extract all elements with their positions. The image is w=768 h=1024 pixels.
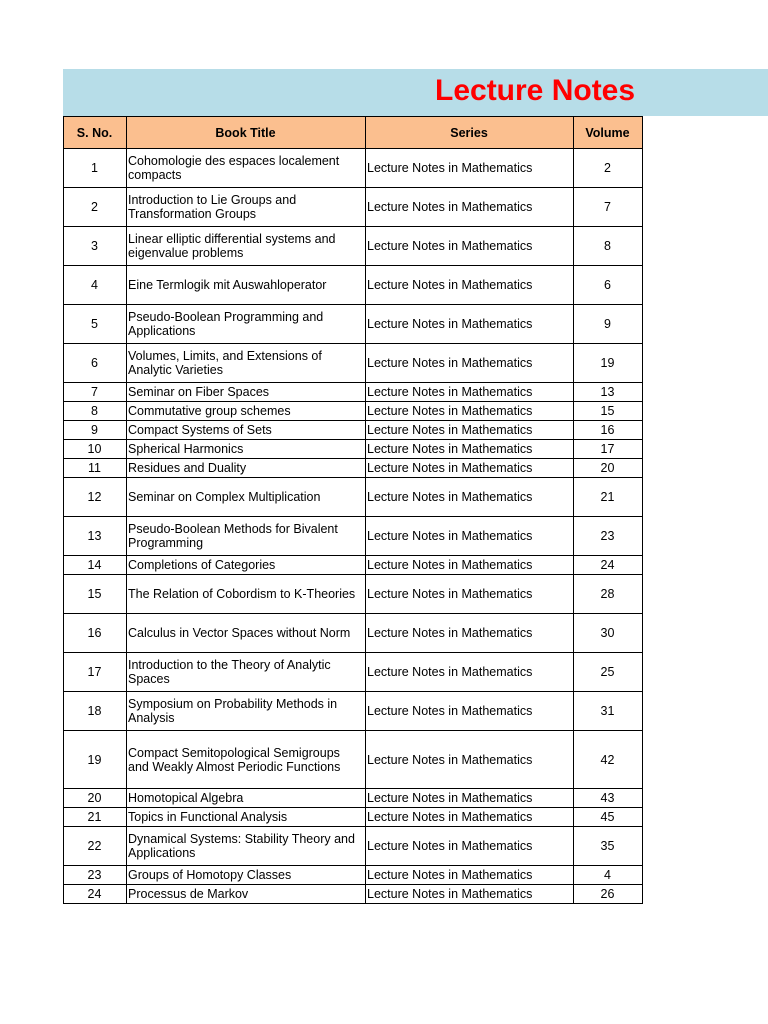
cell-sno: 4 <box>64 266 127 305</box>
cell-series: Lecture Notes in Mathematics <box>366 305 574 344</box>
cell-sno: 14 <box>64 556 127 575</box>
cell-volume: 28 <box>574 575 643 614</box>
cell-volume: 2 <box>574 149 643 188</box>
header-book-title: Book Title <box>127 117 366 149</box>
cell-series: Lecture Notes in Mathematics <box>366 885 574 904</box>
cell-volume: 23 <box>574 517 643 556</box>
table-row <box>64 421 643 440</box>
cell-volume: 24 <box>574 556 643 575</box>
table-row <box>64 885 643 904</box>
cell-sno: 10 <box>64 440 127 459</box>
table-row <box>64 459 643 478</box>
cell-sno: 7 <box>64 383 127 402</box>
cell-sno: 18 <box>64 692 127 731</box>
cell-book-title: Pseudo-Boolean Programming and Applications <box>127 305 366 344</box>
cell-book-title: Spherical Harmonics <box>127 440 366 459</box>
cell-volume: 31 <box>574 692 643 731</box>
table-row <box>64 692 643 731</box>
cell-volume: 21 <box>574 478 643 517</box>
cell-series: Lecture Notes in Mathematics <box>366 614 574 653</box>
cell-book-title: Introduction to the Theory of Analytic Spaces <box>127 653 366 692</box>
cell-volume: 19 <box>574 344 643 383</box>
cell-sno: 12 <box>64 478 127 517</box>
table-row <box>64 305 643 344</box>
cell-series: Lecture Notes in Mathematics <box>366 575 574 614</box>
cell-series: Lecture Notes in Mathematics <box>366 344 574 383</box>
cell-sno: 2 <box>64 188 127 227</box>
cell-sno: 1 <box>64 149 127 188</box>
page-title: Lecture Notes <box>435 74 636 107</box>
cell-series: Lecture Notes in Mathematics <box>366 459 574 478</box>
cell-book-title: Processus de Markov <box>127 885 366 904</box>
cell-series: Lecture Notes in Mathematics <box>366 149 574 188</box>
cell-volume: 25 <box>574 653 643 692</box>
title-banner <box>63 69 768 116</box>
cell-sno: 24 <box>64 885 127 904</box>
cell-book-title: Pseudo-Boolean Methods for Bivalent Programming <box>127 517 366 556</box>
cell-sno: 17 <box>64 653 127 692</box>
table-row <box>64 383 643 402</box>
cell-series: Lecture Notes in Mathematics <box>366 789 574 808</box>
cell-series: Lecture Notes in Mathematics <box>366 383 574 402</box>
cell-volume: 15 <box>574 402 643 421</box>
cell-volume: 8 <box>574 227 643 266</box>
table-row <box>64 575 643 614</box>
cell-book-title: Groups of Homotopy Classes <box>127 866 366 885</box>
table-row <box>64 731 643 789</box>
cell-series: Lecture Notes in Mathematics <box>366 692 574 731</box>
cell-series: Lecture Notes in Mathematics <box>366 808 574 827</box>
cell-series: Lecture Notes in Mathematics <box>366 188 574 227</box>
cell-series: Lecture Notes in Mathematics <box>366 266 574 305</box>
cell-sno: 15 <box>64 575 127 614</box>
cell-volume: 17 <box>574 440 643 459</box>
cell-sno: 6 <box>64 344 127 383</box>
table-row <box>64 149 643 188</box>
table-row <box>64 653 643 692</box>
cell-book-title: Residues and Duality <box>127 459 366 478</box>
table-row <box>64 866 643 885</box>
cell-volume: 43 <box>574 789 643 808</box>
cell-book-title: Cohomologie des espaces localement compacts <box>127 149 366 188</box>
cell-book-title: Completions of Categories <box>127 556 366 575</box>
cell-series: Lecture Notes in Mathematics <box>366 866 574 885</box>
cell-book-title: Dynamical Systems: Stability Theory and Applications <box>127 827 366 866</box>
cell-book-title: Homotopical Algebra <box>127 789 366 808</box>
cell-series: Lecture Notes in Mathematics <box>366 556 574 575</box>
cell-book-title: Compact Semitopological Semigroups and Weakly Almost Periodic Functions <box>127 731 366 789</box>
cell-series: Lecture Notes in Mathematics <box>366 827 574 866</box>
cell-sno: 3 <box>64 227 127 266</box>
table-row <box>64 344 643 383</box>
cell-volume: 20 <box>574 459 643 478</box>
table-row <box>64 517 643 556</box>
cell-volume: 45 <box>574 808 643 827</box>
cell-book-title: The Relation of Cobordism to K-Theories <box>127 575 366 614</box>
table-row <box>64 478 643 517</box>
cell-sno: 16 <box>64 614 127 653</box>
cell-book-title: Eine Termlogik mit Auswahloperator <box>127 266 366 305</box>
header-volume: Volume <box>574 117 643 149</box>
cell-book-title: Compact Systems of Sets <box>127 421 366 440</box>
cell-sno: 11 <box>64 459 127 478</box>
cell-book-title: Calculus in Vector Spaces without Norm <box>127 614 366 653</box>
cell-series: Lecture Notes in Mathematics <box>366 517 574 556</box>
cell-book-title: Symposium on Probability Methods in Analysis <box>127 692 366 731</box>
table-row <box>64 789 643 808</box>
cell-sno: 20 <box>64 789 127 808</box>
cell-volume: 26 <box>574 885 643 904</box>
table-row <box>64 266 643 305</box>
cell-sno: 8 <box>64 402 127 421</box>
cell-series: Lecture Notes in Mathematics <box>366 731 574 789</box>
lecture-notes-table <box>63 116 643 904</box>
cell-book-title: Seminar on Complex Multiplication <box>127 478 366 517</box>
table-row <box>64 188 643 227</box>
cell-volume: 13 <box>574 383 643 402</box>
cell-series: Lecture Notes in Mathematics <box>366 653 574 692</box>
table-row <box>64 614 643 653</box>
header-series: Series <box>366 117 574 149</box>
table-row <box>64 227 643 266</box>
header-sno: S. No. <box>64 117 127 149</box>
cell-book-title: Volumes, Limits, and Extensions of Analytic Varieties <box>127 344 366 383</box>
cell-volume: 35 <box>574 827 643 866</box>
cell-book-title: Introduction to Lie Groups and Transformation Groups <box>127 188 366 227</box>
cell-series: Lecture Notes in Mathematics <box>366 421 574 440</box>
cell-book-title: Commutative group schemes <box>127 402 366 421</box>
cell-volume: 42 <box>574 731 643 789</box>
table-row <box>64 440 643 459</box>
cell-book-title: Seminar on Fiber Spaces <box>127 383 366 402</box>
cell-sno: 9 <box>64 421 127 440</box>
cell-sno: 13 <box>64 517 127 556</box>
cell-volume: 16 <box>574 421 643 440</box>
cell-sno: 23 <box>64 866 127 885</box>
cell-series: Lecture Notes in Mathematics <box>366 478 574 517</box>
cell-volume: 4 <box>574 866 643 885</box>
cell-volume: 6 <box>574 266 643 305</box>
cell-sno: 22 <box>64 827 127 866</box>
cell-series: Lecture Notes in Mathematics <box>366 440 574 459</box>
cell-book-title: Topics in Functional Analysis <box>127 808 366 827</box>
header-row <box>64 117 643 149</box>
cell-sno: 5 <box>64 305 127 344</box>
cell-sno: 19 <box>64 731 127 789</box>
table-row <box>64 827 643 866</box>
cell-series: Lecture Notes in Mathematics <box>366 402 574 421</box>
cell-sno: 21 <box>64 808 127 827</box>
table-row <box>64 808 643 827</box>
cell-volume: 7 <box>574 188 643 227</box>
cell-volume: 9 <box>574 305 643 344</box>
table-row <box>64 402 643 421</box>
cell-book-title: Linear elliptic differential systems and eigenvalue problems <box>127 227 366 266</box>
cell-series: Lecture Notes in Mathematics <box>366 227 574 266</box>
table-row <box>64 556 643 575</box>
cell-volume: 30 <box>574 614 643 653</box>
